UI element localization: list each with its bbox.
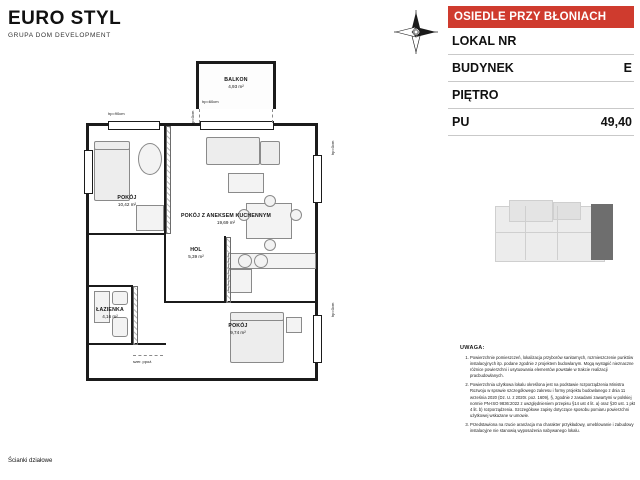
legend-footnote: Ścianki działowe bbox=[8, 458, 53, 464]
info-row-lokal bbox=[448, 28, 634, 55]
info-value-pu: 49,40 bbox=[600, 115, 632, 129]
dim-label-hp0-b: hp=0cm bbox=[330, 140, 335, 155]
room-label-balkon: BALKON 4,93 m² bbox=[224, 77, 248, 90]
info-value-budynek: E bbox=[623, 61, 632, 75]
note-item: 2. Powierzchnia użytkowa lokalu określona jest na podstawie rozporządzenia Ministra Rozwoju w sprawie szczegółowego zakresu i formy projektu budowlanego z dnia 11 września 2020 (Dz. U. z 2020r. poz. 1609), §, zgodnie z zasadami zawartymi w polskiej normie PN-ISO 9836:2022 z uwzględnieniem przepisu §14 ust 4 lit. a) oraz §20 ust. 1 pkt 4 lit. b) rozporządzenia. Szczegółowe zapisy dotyczące sposobu pomiaru powierzchni użytkowej wskazane w umowie. bbox=[470, 382, 638, 419]
dim-label-hp60: hp=60cm bbox=[202, 99, 219, 104]
compass-rose bbox=[392, 8, 440, 56]
floor-plan-drawing bbox=[78, 55, 338, 395]
info-label-pietro: PIĘTRO bbox=[452, 88, 499, 102]
dim-label-hp90-top: hp=90cm bbox=[108, 111, 125, 116]
key-plan-thumbnail bbox=[495, 200, 635, 268]
room-label-pokoj-aneks: POKÓJ Z ANEKSEM KUCHENNYM 19,69 m² bbox=[180, 213, 272, 226]
note-item: 1. Powierzchnie pomieszczeń, lokalizacja przyborów sanitarnych, rozmieszczenie punktów instalacyjnych itp. podane zgodnie z projektem budowlanym. Mogą wystąpić nieznaczne różnice powierzchni i usytuowania elementów powstałe w trakcie realizacji pracbudowlanych. bbox=[470, 355, 638, 379]
dim-label-ppoz: szer. ppoż. bbox=[133, 359, 153, 364]
info-row-pietro bbox=[448, 82, 634, 109]
info-panel bbox=[448, 6, 634, 136]
info-row-budynek bbox=[448, 55, 634, 82]
logo-tagline: GRUPA DOM DEVELOPMENT bbox=[8, 32, 111, 39]
estate-title: OSIEDLE PRZY BŁONIACH bbox=[448, 6, 634, 28]
note-item: 3. Przedstawiona na rzucie aranżacja ma charakter przykładowy, umeblowanie i zabudowy instalacyjne nie stanowią wyposażenia nabywanego lokalu. bbox=[470, 422, 638, 434]
logo-name: EURO STYL bbox=[8, 8, 122, 29]
info-label-lokal: LOKAL NR bbox=[452, 34, 517, 48]
key-plan-highlight bbox=[591, 204, 613, 260]
room-label-pokoj-1: POKÓJ 10,42 m² bbox=[117, 195, 137, 208]
info-label-pu: PU bbox=[452, 115, 470, 129]
dim-label-hp0-a: hp=0cm bbox=[190, 110, 195, 125]
dim-label-hp0-c: hp=0cm bbox=[330, 302, 335, 317]
room-label-hol: HOL 5,39 m² bbox=[188, 247, 204, 260]
room-label-lazienka: ŁAZIENKA 4,16 m² bbox=[96, 307, 124, 320]
info-label-budynek: BUDYNEK bbox=[452, 61, 514, 75]
company-logo bbox=[8, 8, 121, 39]
notes-block bbox=[460, 345, 638, 437]
info-row-pu bbox=[448, 109, 634, 136]
notes-heading: UWAGA: bbox=[460, 345, 485, 351]
room-label-pokoj-2: POKÓJ 9,74 m² bbox=[228, 323, 248, 336]
